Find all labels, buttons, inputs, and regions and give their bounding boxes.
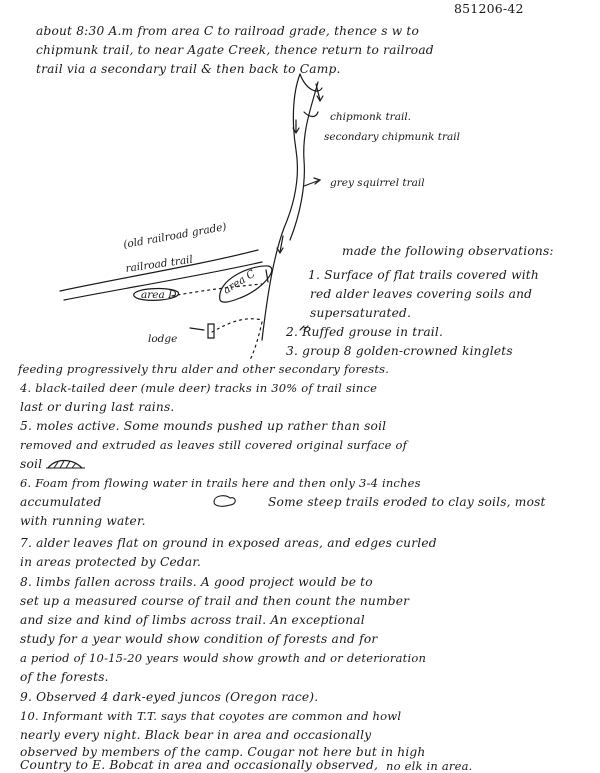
map-label-squirrel-trail: grey squirrel trail [330, 177, 425, 189]
note-line: no elk in area. [386, 759, 473, 773]
note-line: 6. Foam from flowing water in trails here and then only 3-4 inches [20, 476, 421, 490]
note-line: 1. Surface of flat trails covered with [308, 268, 539, 282]
map-label-old-grade: (old railroad grade) [122, 220, 228, 251]
note-line: Some steep trails eroded to clay soils, most [268, 495, 546, 509]
note-line: 5. moles active. Some mounds pushed up rather than soil [20, 419, 387, 433]
intro-line-3: trail via a secondary trail & then back to Camp. [36, 62, 341, 76]
note-line: of the forests. [20, 670, 109, 684]
note-line: supersaturated. [310, 306, 412, 320]
map-label-lodge: lodge [148, 333, 178, 345]
note-line: a period of 10-15-20 years would show growth and or deterioration [20, 651, 427, 665]
foam-sketch [210, 492, 240, 508]
note-line: removed and extruded as leaves still covered original surface of [20, 438, 408, 452]
note-line: with running water. [20, 514, 146, 528]
map-label-chipmunk: chipmonk trail. [330, 111, 412, 123]
note-line: 9. Observed 4 dark-eyed juncos (Oregon race). [20, 690, 319, 704]
observations-heading: made the following observations: [342, 244, 554, 258]
note-line: soil [20, 457, 43, 471]
note-line: observed by members of the camp. Cougar not here but in high [20, 745, 426, 759]
note-line: 7. alder leaves flat on ground in exposed areas, and edges curled [20, 536, 437, 550]
note-line: 2. Ruffed grouse in trail. [286, 325, 444, 339]
note-line: and size and kind of limbs across trail. An exceptional [20, 613, 365, 627]
note-line: feeding progressively thru alder and other secondary forests. [18, 362, 390, 376]
note-line: 8. limbs fallen across trails. A good project would be to [20, 575, 373, 589]
map-label-secondary-trail: secondary chipmunk trail [324, 131, 460, 143]
note-line: in areas protected by Cedar. [20, 555, 202, 569]
note-line: study for a year would show condition of forests and for [20, 632, 378, 646]
note-line: accumulated [20, 495, 102, 509]
note-line: last or during last rains. [20, 400, 175, 414]
document-id: 851206-42 [454, 1, 524, 16]
note-line: Country to E. Bobcat in area and occasionally observed, [20, 758, 379, 772]
trail-sketch-map [0, 0, 600, 380]
map-label-area-d: area D [141, 289, 177, 301]
intro-line-1: about 8:30 A.m from area C to railroad grade, thence s w to [36, 24, 420, 38]
note-line: set up a measured course of trail and then count the number [20, 594, 410, 608]
intro-line-2: chipmunk trail, to near Agate Creek, thence return to railroad [36, 43, 434, 57]
note-line: nearly every night. Black bear in area and occasionally [20, 728, 372, 742]
map-label-railroad-trail: railroad trail [124, 253, 194, 275]
note-line: red alder leaves covering soils and [310, 287, 533, 301]
map-label-area-c: area C [221, 267, 258, 297]
mound-sketch [46, 456, 86, 470]
note-line: 10. Informant with T.T. says that coyotes are common and howl [20, 709, 402, 723]
note-line: 3. group 8 golden-crowned kinglets [286, 344, 513, 358]
note-line: 4. black-tailed deer (mule deer) tracks in 30% of trail since [20, 381, 378, 395]
